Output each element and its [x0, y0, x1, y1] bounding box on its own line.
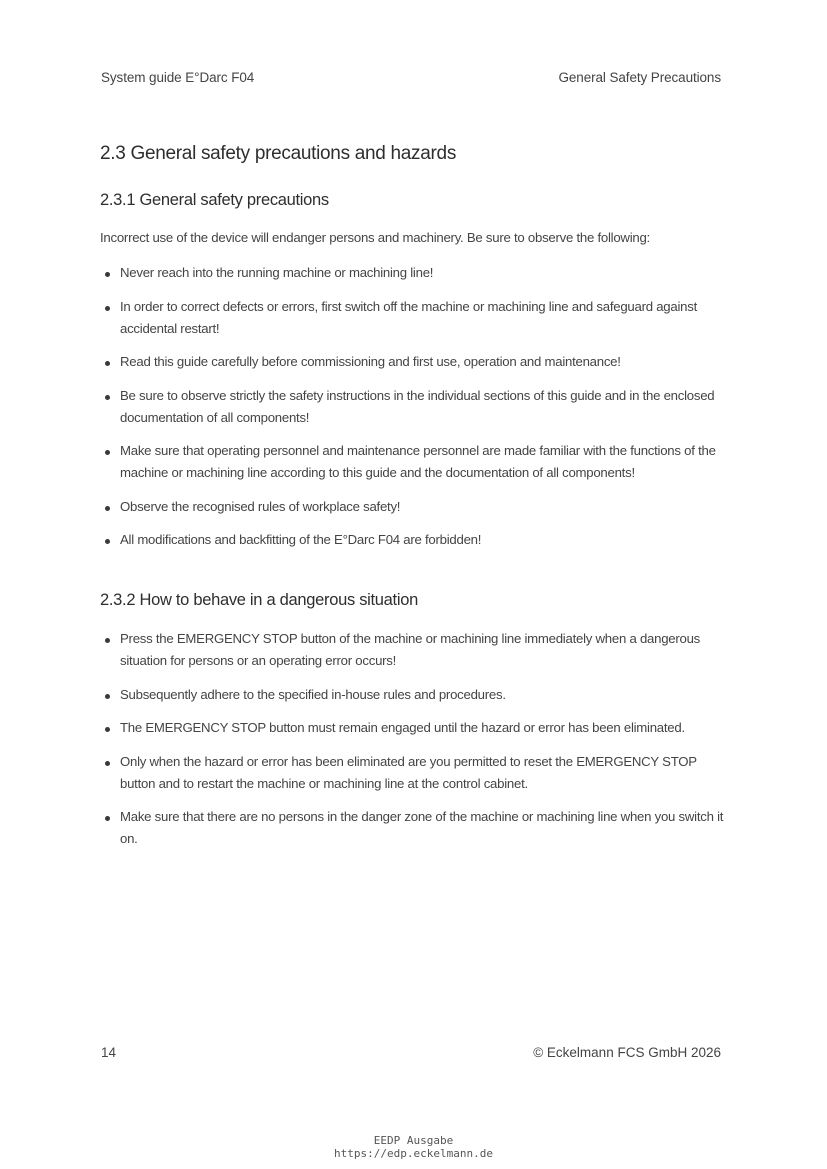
list-item — [100, 806, 732, 850]
precautions-list — [100, 262, 732, 563]
bullet-icon — [105, 506, 110, 511]
bullet-icon — [105, 816, 110, 821]
bullet-icon — [105, 395, 110, 400]
list-item — [100, 385, 732, 429]
bullet-icon — [105, 306, 110, 311]
list-item — [100, 351, 732, 373]
bullet-icon — [105, 361, 110, 366]
list-item — [100, 751, 732, 795]
section-heading: 2.3 General safety precautions and hazards — [100, 143, 457, 164]
subsection-heading-precautions: 2.3.1 General safety precautions — [100, 191, 329, 209]
list-item — [100, 684, 732, 706]
copyright-notice: © Eckelmann FCS GmbH 2026 — [533, 1045, 721, 1060]
list-item — [100, 628, 732, 672]
list-item-text: In order to correct defects or errors, first switch off the machine or machining line and safeguard against accidental restart! — [120, 298, 697, 336]
intro-paragraph: Incorrect use of the device will endanger persons and machinery. Be sure to observe the following: — [100, 230, 650, 245]
list-item-text: Press the EMERGENCY STOP button of the machine or machining line immediately when a dangerous situation for persons or an operating error occurs! — [120, 631, 701, 668]
bullet-icon — [105, 638, 110, 643]
bullet-icon — [105, 761, 110, 766]
list-item-text: Read this guide carefully before commissioning and first use, operation and maintenance! — [120, 354, 621, 369]
list-item-text: The EMERGENCY STOP button must remain engaged until the hazard or error has been eliminated. — [120, 720, 685, 735]
running-header-title: System guide E°Darc F04 — [101, 70, 255, 85]
list-item-text: Observe the recognised rules of workplace safety! — [120, 498, 401, 514]
list-item-text: Subsequently adhere to the specified in-house rules and procedures. — [120, 686, 506, 702]
list-item-text: Make sure that there are no persons in the danger zone of the machine or machining line when you switch it on. — [120, 809, 724, 846]
list-item-text: All modifications and backfitting of the E°Darc F04 are forbidden! — [120, 532, 482, 547]
edition-stamp: EEDP Ausgabe — [373, 1134, 454, 1147]
list-item-text: Make sure that operating personnel and maintenance personnel are made familiar with the functions of the machine or machining line according to this guide and the documentation of all components! — [120, 443, 716, 480]
bullet-icon — [105, 450, 110, 455]
list-item-text: Never reach into the running machine or machining line! — [120, 265, 434, 280]
danger-behavior-list — [100, 628, 732, 862]
list-item — [100, 296, 732, 340]
bullet-icon — [105, 539, 110, 544]
list-item — [100, 262, 732, 284]
page-number: 14 — [101, 1045, 117, 1060]
running-header-chapter: General Safety Precautions — [558, 70, 721, 85]
list-item — [100, 717, 732, 739]
list-item-text: Only when the hazard or error has been eliminated are you permitted to reset the EMERGENCY STOP button and to restart the machine or machining line at the control cabinet. — [120, 753, 697, 791]
bullet-icon — [105, 727, 110, 732]
edition-url: https://edp.eckelmann.de — [334, 1147, 493, 1160]
bullet-icon — [105, 272, 110, 277]
list-item-text: Be sure to observe strictly the safety instructions in the individual sections of this guide and in the enclosed documentation of all components! — [120, 387, 715, 425]
list-item — [100, 496, 732, 518]
list-item — [100, 529, 732, 551]
subsection-heading-danger: 2.3.2 How to behave in a dangerous situation — [100, 591, 418, 609]
bullet-icon — [105, 694, 110, 699]
list-item — [100, 440, 732, 484]
